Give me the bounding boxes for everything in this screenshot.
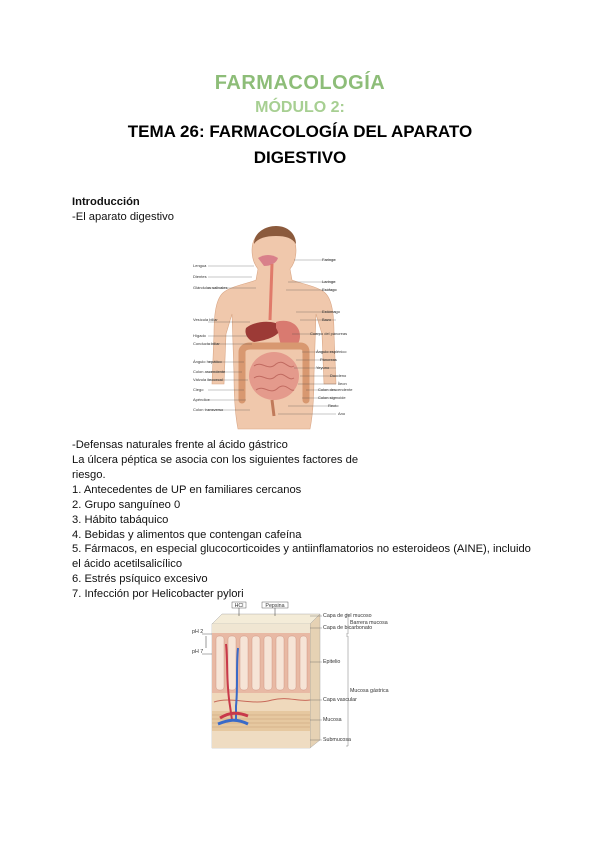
figure2-ph-label: pH 2 bbox=[192, 629, 204, 635]
risk-item: 7. Infección por Helicobacter pylori bbox=[72, 588, 244, 600]
figure2-right-label: Submucosa bbox=[323, 737, 351, 743]
figure1-right-label: Esófago bbox=[322, 287, 337, 292]
risk-item: 5. Fármacos, en especial glucocorticoides y antiinflamatorios no esteroideos (AINE), incluido bbox=[72, 543, 531, 555]
figure1-right-label: Laringe bbox=[322, 279, 336, 284]
defenses-title: -Defensas naturales frente al ácido gástrico bbox=[72, 439, 288, 451]
document-title: FARMACOLOGÍA bbox=[214, 72, 386, 94]
figure1-right-label: Estómago bbox=[322, 309, 341, 314]
figure1-right-label: Duodeno bbox=[330, 373, 347, 378]
figure1-left-label: Dientes bbox=[193, 274, 207, 279]
figure1-left-label: Lengua bbox=[193, 263, 207, 268]
risk-item: 4. Bebidas y alimentos que contengan cafeína bbox=[72, 529, 302, 541]
figure1-left-label: Glándulas salivales bbox=[193, 285, 228, 290]
module-label: MÓDULO 2: bbox=[255, 99, 345, 116]
figure1-right-label: Recto bbox=[328, 403, 339, 408]
figure2-hcl-label: HCl bbox=[234, 603, 244, 609]
digestive-system-figure bbox=[192, 224, 352, 429]
figure1-right-label: Colon sigmoide bbox=[318, 395, 346, 400]
figure2-right-label: Capa de bicarbonato bbox=[323, 625, 373, 631]
figure1-right-label: Íleon bbox=[338, 381, 347, 386]
figure1-right-label: Yeyuno bbox=[316, 365, 330, 370]
figure1-right-label: Ano bbox=[338, 411, 346, 416]
tema-title-line2: DIGESTIVO bbox=[253, 148, 347, 167]
risk-intro-line1: La úlcera péptica se asocia con los siguientes factores de bbox=[72, 454, 359, 466]
figure2-right-label: Mucosa bbox=[323, 717, 342, 723]
figure1-left-label: Apéndice bbox=[193, 397, 210, 402]
figure1-left-label: Conducto biliar bbox=[193, 341, 220, 346]
risk-item-continuation: el ácido acetilsalicílico bbox=[72, 558, 183, 570]
figure1-left-label: Colon transverso bbox=[193, 407, 224, 412]
risk-item: 2. Grupo sanguíneo 0 bbox=[72, 499, 181, 511]
figure1-right-label: Páncreas bbox=[320, 357, 337, 362]
tema-title-line1: TEMA 26: FARMACOLOGÍA DEL APARATO bbox=[127, 122, 473, 141]
figure1-right-label: Cuerpo del páncreas bbox=[310, 331, 348, 336]
section-subheading: -El aparato digestivo bbox=[72, 211, 174, 223]
figure1-right-label: Faringe bbox=[322, 257, 336, 262]
section-heading: Introducción bbox=[72, 196, 140, 208]
figure2-pepsina-label: Pepsina bbox=[265, 603, 285, 609]
figure1-left-label: Hígado bbox=[193, 333, 206, 338]
figure1-right-label: Colon descendente bbox=[318, 387, 353, 392]
figure1-left-label: Colon ascendente bbox=[193, 369, 226, 374]
figure1-left-label: Ciego bbox=[193, 387, 204, 392]
gastric-mucosa-figure bbox=[192, 602, 389, 750]
figure2-right-label: Capa vascular bbox=[323, 697, 357, 703]
figure1-left-label: Vesícula biliar bbox=[193, 317, 218, 322]
figure2-bracket-label: Barrera mucosa bbox=[350, 620, 388, 626]
figure1-left-label: Ángulo hepático bbox=[193, 359, 222, 364]
risk-item: 3. Hábito tabáquico bbox=[72, 514, 169, 526]
figure2-right-label: Capa de gel mucoso bbox=[323, 613, 372, 619]
figure1-right-label: Ángulo esplénico bbox=[316, 349, 347, 354]
risk-intro-line2: riesgo. bbox=[72, 469, 106, 481]
risk-item: 1. Antecedentes de UP en familiares cercanos bbox=[72, 484, 302, 496]
risk-item: 6. Estrés psíquico excesivo bbox=[72, 573, 208, 585]
figure2-right-label: Epitelio bbox=[323, 659, 341, 665]
figure2-ph-label: pH 7 bbox=[192, 649, 204, 655]
figure2-bracket-label: Mucosa gástrica bbox=[350, 688, 389, 694]
figure1-left-label: Válvula ileocecal bbox=[193, 377, 223, 382]
figure1-right-label: Bazo bbox=[322, 317, 332, 322]
